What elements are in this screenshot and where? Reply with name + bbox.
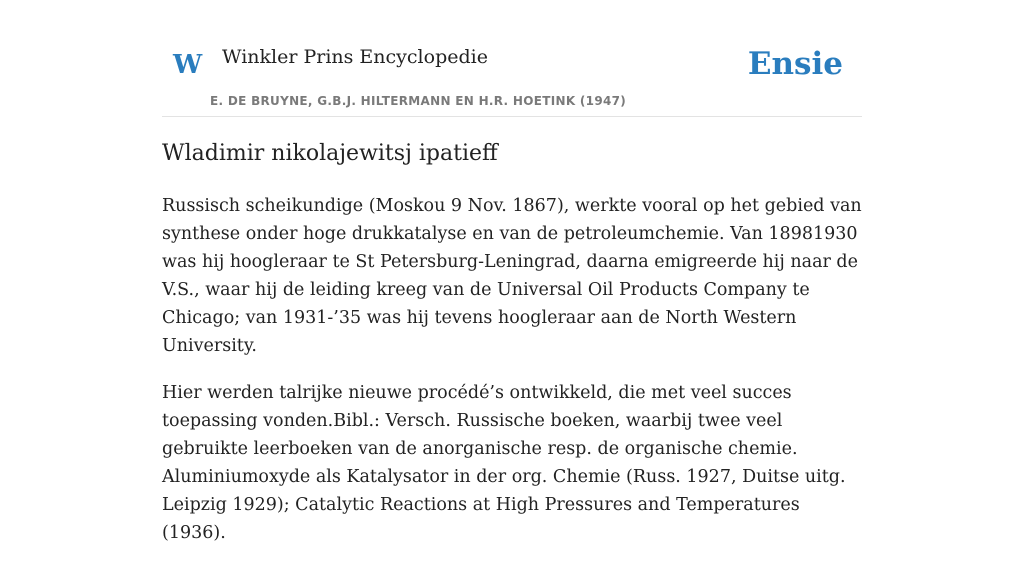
ensie-logo[interactable]: Ensie <box>747 46 843 82</box>
article-title: Wladimir nikolajewitsj ipatieff <box>162 141 498 166</box>
encyclopedia-logo[interactable]: W <box>173 50 203 80</box>
authors-line: E. DE BRUYNE, G.B.J. HILTERMANN EN H.R. HOETINK (1947) <box>210 94 627 108</box>
encyclopedia-title[interactable]: Winkler Prins Encyclopedie <box>222 46 488 68</box>
article-body <box>162 192 862 566</box>
article-paragraph: Hier werden talrijke nieuwe procédé’s ontwikkeld, die met veel succes toepassing vonden.Bibl.: Versch. Russische boeken, waarbij twee veel gebruikte leerboeken van de anorganische resp. de organische chemie. Aluminiumoxyde als Katalysator in der org. Chemie (Russ. 1927, Duitse uitg. Leipzig 1929); Catalytic Reactions at High Pressures and Temperatures (1936). <box>162 383 846 543</box>
page <box>162 0 862 543</box>
header <box>162 0 862 117</box>
article-paragraph: Russisch scheikundige (Moskou 9 Nov. 1867), werkte vooral op het gebied van synthese onder hoge drukkatalyse en van de petroleumchemie. Van 18981930 was hij hoogleraar te St Petersburg-Leningrad, daarna emigreerde hij naar de V.S., waar hij de leiding kreeg van de Universal Oil Products Company te Chicago; van 1931-’35 was hij tevens hoogleraar aan de North Western University. <box>162 196 862 356</box>
